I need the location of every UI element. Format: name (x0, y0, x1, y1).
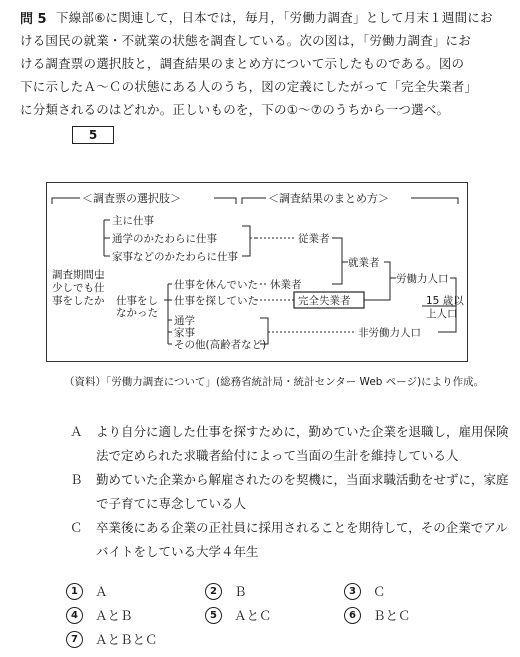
option-6-label: ＢとＣ (373, 608, 411, 623)
item-c-line-1: 卒業後にある企業の正社員に採用されることを期待して，その企業でアル (96, 520, 508, 535)
choice-work-housework: 家事などのかたわらに仕事 (112, 251, 238, 263)
result-employed: 就業者 (348, 257, 380, 269)
option-7[interactable] (66, 630, 158, 648)
option-4[interactable] (66, 606, 133, 624)
option-5[interactable] (205, 606, 272, 624)
option-4-label: ＡとＢ (95, 608, 133, 623)
question-number: 問 5 (20, 12, 47, 27)
no-work-line-1: 仕事をし (116, 295, 158, 307)
answer-box[interactable]: 5 (72, 126, 114, 144)
option-3[interactable] (344, 582, 386, 600)
figure-source: （資料）「労働力調査について」(総務省統計局・統計センター Web ページ)により作成。 (64, 376, 485, 388)
result-employed-at-work: 従業者 (298, 233, 330, 245)
option-2-number: 2 (205, 583, 222, 600)
choice-other: その他(高齢者など) (174, 339, 267, 351)
labor-survey-diagram (46, 182, 466, 360)
question-line-1: 下線部⑥に関連して，日本では，毎月，「労働力調査」として月末１週間にお (56, 10, 493, 25)
result-population-2: 上人口 (426, 308, 458, 320)
option-6-number: 6 (344, 607, 361, 624)
option-1-number: 1 (66, 583, 83, 600)
choice-school: 通学 (174, 315, 195, 327)
item-b-key: Ｂ (70, 472, 83, 487)
result-not-labor-force: 非労働力人口 (358, 327, 421, 339)
option-1[interactable] (66, 582, 108, 600)
question-line-3: ける調査票の選択肢と，調査結果のまとめ方について示したものである。図の (20, 56, 465, 71)
result-population-1: 15 歳以 (426, 295, 464, 307)
option-4-number: 4 (66, 607, 83, 624)
option-2-label: Ｂ (234, 584, 247, 599)
no-work-line-2: なかった (116, 307, 158, 319)
result-labor-force: 労働力人口 (396, 273, 449, 285)
item-b-line-1: 勤めていた企業から解雇されたのを契機に，当面求職活動をせずに，家庭 (96, 472, 509, 487)
result-unemployed: 完全失業者 (298, 295, 351, 307)
fig-header-right: ＜調査結果のまとめ方＞ (268, 192, 389, 205)
item-c-line-2: バイトをしている大学４年生 (96, 544, 259, 559)
fig-header-left: ＜調査票の選択肢＞ (82, 192, 181, 205)
option-2[interactable] (205, 582, 247, 600)
item-c-key: Ｃ (70, 520, 83, 535)
item-a-line-1: より自分に適した仕事を探すために，勤めていた企業を退職し，雇用保険 (96, 424, 509, 439)
option-5-number: 5 (205, 607, 222, 624)
option-7-label: ＡとＢとＣ (95, 632, 158, 647)
item-a-line-2: 法で定められた求職者給付によって当面の生計を維持している人 (96, 448, 459, 463)
result-absent: 休業者 (270, 279, 302, 291)
option-7-number: 7 (66, 631, 83, 648)
choice-seeking: 仕事を探していた (174, 295, 258, 307)
question-line-4: 下に示したＡ～Ｃの状態にある人のうち，図の定義にしたがって「完全失業者」 (20, 79, 478, 94)
choice-main-work: 主に仕事 (112, 215, 154, 227)
choice-work-school: 通学のかたわらに仕事 (112, 233, 217, 245)
root-line-3: 事をしたか (52, 295, 105, 307)
root-line-2: 少しでも仕 (52, 282, 105, 294)
item-b-line-2: で子育てに専念している人 (96, 496, 247, 511)
option-5-label: ＡとＣ (234, 608, 272, 623)
choice-absent: 仕事を休んでいた (174, 279, 258, 291)
choice-housework: 家事 (174, 327, 195, 339)
option-3-label: Ｃ (373, 584, 386, 599)
option-3-number: 3 (344, 583, 361, 600)
option-1-label: Ａ (95, 584, 108, 599)
root-line-1: 調査期間中 (52, 269, 105, 281)
question-line-5: に分類されるのはどれか。正しいものを，下の①～⑦のうちから一つ選べ。 (20, 102, 450, 117)
item-a-key: Ａ (70, 424, 83, 439)
option-6[interactable] (344, 606, 411, 624)
question-line-2: ける国民の就業・不就業の状態を調査している。次の図は，「労働力調査」にお (20, 33, 471, 48)
